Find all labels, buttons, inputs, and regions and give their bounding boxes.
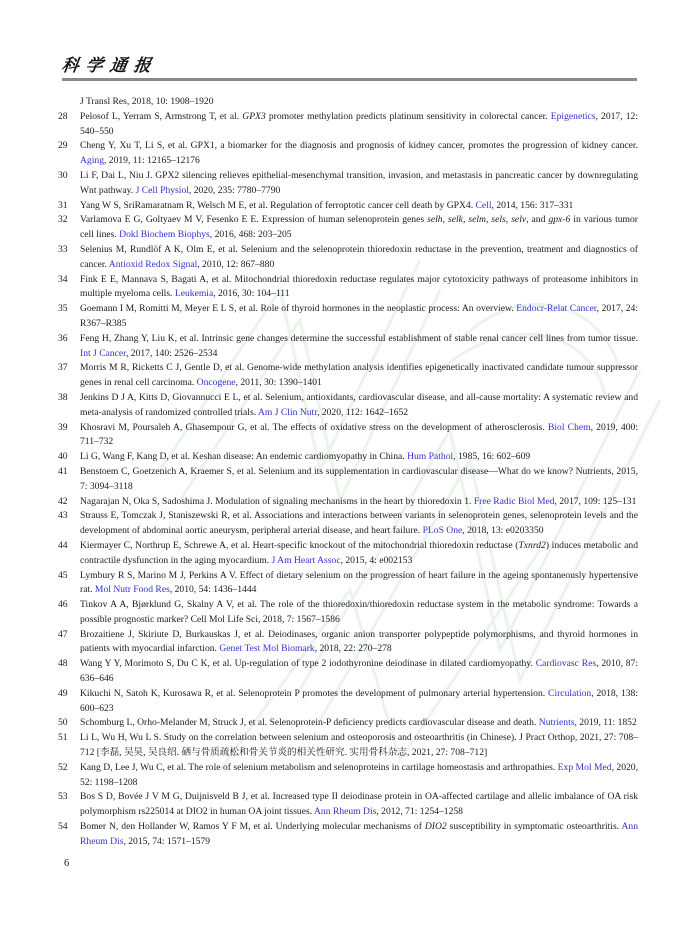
journal-link[interactable]: Aging [80, 155, 104, 167]
reference-segment: , 2018, 13: e0203350 [462, 525, 544, 537]
italic-term: gpx-6 [548, 214, 571, 226]
reference-segment: Selenius M, Rundlöf A K, Olm E, et al. Selenium and the selenoprotein thioredoxin reductase in the prevention, treatment and diagnostics of cancer. [80, 243, 638, 270]
reference-number: 53 [58, 791, 68, 803]
reference-segment: Cheng Y, Xu T, Li S, et al. GPX1, a biomarker for the diagnosis and prognosis of kidney cancer, promotes the progression of kidney cancer. [80, 140, 638, 152]
reference-segment: , 2012, 71: 1254–1258 [376, 806, 463, 818]
reference-item [58, 657, 638, 687]
reference-segment: Nagarajan N, Oka S, Sadoshima J. Modulation of signaling mechanisms in the heart by thioredoxin 1. [80, 495, 474, 507]
reference-text [80, 790, 638, 820]
reference-item [58, 273, 638, 303]
reference-number: 48 [58, 658, 68, 670]
reference-item [58, 716, 638, 731]
reference-item [58, 569, 638, 599]
reference-text [80, 657, 638, 687]
reference-segment: Brozaitiene J, Skiriute D, Burkauskas J, et al. Deiodinases, organic anion transporter polypeptide polymorphisms, and thyroid hormones in patients with myocardial infarction. [80, 628, 638, 655]
reference-segment: , 2018, 138: 600–623 [80, 687, 638, 714]
journal-link[interactable]: Genet Test Mol Biomark [219, 643, 315, 655]
reference-item [58, 421, 638, 451]
reference-segment: Li L, Wu H, Wu L S. Study on the correlation between selenium and osteoporosis and osteoarthritis (in Chinese). J Pract Orthop, 2021, 27: 708–712 [李磊, 吴昊, 吴良绍. 硒与骨质疏松和骨关节炎的相关性研究. 实用骨科杂志, 2021, 27: 708–712] [80, 732, 638, 759]
reference-number: 43 [58, 510, 68, 522]
italic-term: Txnrd2 [518, 539, 546, 551]
reference-item [58, 598, 638, 628]
reference-segment: , 2015, 4: e002153 [340, 554, 413, 566]
reference-number: 47 [58, 628, 68, 640]
journal-link[interactable]: Am J Clin Nutr [257, 406, 318, 418]
reference-text [80, 598, 638, 628]
reference-segment: , 2017, 140: 2526–2534 [125, 347, 218, 359]
reference-number: 35 [58, 303, 68, 315]
reference-text [80, 391, 638, 421]
reference-item [58, 213, 638, 243]
reference-segment: Varlamova E G, Goltyaev M V, Fesenko E E. Expression of human selenoprotein genes [80, 214, 428, 226]
journal-link[interactable]: J Cell Physiol [135, 184, 189, 196]
reference-text [80, 169, 638, 199]
reference-segment: Strauss E, Tomczak J, Staniszewski R, et al. Associations and interactions between variants in selenoprotein genes, selenoprotein levels and the development of abdominal aortic aneurysm, peripheral arterial disease, and heart failure. [80, 510, 638, 537]
reference-item [58, 820, 638, 850]
journal-link[interactable]: PLoS One [422, 525, 463, 537]
reference-text [80, 539, 638, 569]
reference-item [58, 731, 638, 761]
journal-link[interactable]: J Am Heart Assoc [271, 554, 341, 566]
reference-segment: Li G, Wang F, Kang D, et al. Keshan disease: An endemic cardiomyopathy in China. [80, 451, 408, 463]
reference-text [80, 495, 638, 510]
reference-text [80, 139, 638, 169]
reference-item [58, 628, 638, 658]
journal-link[interactable]: Cell [475, 199, 492, 211]
reference-item [58, 139, 638, 169]
reference-segment: , 2017, 12: 540–550 [80, 110, 638, 137]
journal-link[interactable]: Hum Pathol [407, 451, 454, 463]
journal-link[interactable]: Cardiovasc Res [535, 658, 597, 670]
reference-segment: in various tumor cell lines. [80, 214, 638, 241]
journal-link[interactable]: Free Radic Biol Med [473, 495, 555, 507]
reference-text [80, 716, 638, 731]
reference-segment: Feng H, Zhang Y, Liu K, et al. Intrinsic gene changes determine the successful establishment of stable renal cancer cell lines from tumor tissue. [80, 332, 638, 344]
reference-segment: , 2020, 112: 1642–1652 [317, 406, 409, 418]
reference-number: 40 [58, 451, 68, 463]
reference-segment: Bomer N, den Hollander W, Ramos Y F M, et al. Underlying molecular mechanisms of [80, 821, 425, 833]
reference-text [80, 302, 638, 332]
reference-number: 30 [58, 169, 68, 181]
reference-list [58, 95, 638, 850]
reference-item [58, 790, 638, 820]
reference-segment: , 2019, 400: 711–732 [80, 421, 638, 448]
reference-number: 32 [58, 214, 68, 226]
reference-text [80, 110, 638, 140]
reference-text [80, 95, 638, 110]
reference-segment: susceptibility in symptomatic osteoarthritis. [446, 821, 622, 833]
reference-segment: Li F, Dai L, Niu J. GPX2 silencing relieves epithelial-mesenchymal transition, invasion, and metastasis in pancreatic cancer by downregulating Wnt pathway. [80, 169, 638, 196]
reference-segment: Pelosof L, Yerram S, Armstrong T, et al. [80, 110, 243, 122]
reference-item [58, 169, 638, 199]
reference-number: 50 [58, 717, 68, 729]
reference-number: 39 [58, 421, 68, 433]
reference-segment: Benstoem C, Goetzenich A, Kraemer S, et al. Selenium and its supplementation in cardiovascular disease—What do we know? Nutrients, 2015, 7: 3094–3118 [80, 465, 638, 492]
reference-text [80, 731, 638, 761]
reference-text [80, 213, 638, 243]
reference-segment: , 2016, 30: 104–111 [213, 288, 290, 300]
journal-link[interactable]: Ann Rheum Dis [313, 806, 377, 818]
reference-segment: , 2017, 24: R367–R385 [80, 303, 638, 329]
italic-term: GPX3 [242, 110, 266, 122]
reference-number: 31 [58, 199, 68, 211]
reference-segment: , 2010, 54: 1436–1444 [169, 584, 257, 596]
italic-term: DIO2 [424, 821, 447, 833]
italic-term: selh, selk, selm, sels, selv [427, 214, 527, 226]
reference-segment: , 2020, 52: 1198–1208 [80, 761, 638, 788]
reference-segment: , and [526, 214, 549, 226]
reference-text [80, 243, 638, 273]
reference-segment: Jenkins D J A, Kitts D, Giovannucci E L, et al. Selenium, antioxidants, cardiovascular disease, and all-cause mortality: A systematic review and meta-analysis of randomized controlled trials. [80, 391, 638, 418]
reference-text [80, 199, 638, 214]
reference-number: 54 [58, 821, 68, 833]
journal-link[interactable]: Endocr-Relat Cancer [516, 303, 597, 315]
reference-item [58, 110, 638, 140]
reference-item [58, 450, 638, 465]
reference-text [80, 450, 638, 465]
reference-item [58, 391, 638, 421]
reference-number: 44 [58, 539, 68, 551]
reference-segment: , 2011, 30: 1390–1401 [235, 377, 322, 389]
journal-link[interactable]: Ann Rheum Dis [80, 821, 639, 847]
reference-text [80, 465, 638, 495]
reference-segment: Schomburg L, Orho-Melander M, Struck J, et al. Selenoprotein-P deficiency predicts cardiovascular disease and death. [80, 717, 539, 729]
journal-link[interactable]: Mol Nutr Food Res [94, 584, 170, 596]
reference-text [80, 332, 638, 362]
reference-text [80, 361, 638, 391]
reference-number: 52 [58, 761, 68, 773]
reference-segment: , 2015, 74: 1571–1579 [123, 835, 211, 847]
reference-item [58, 243, 638, 273]
reference-segment: , 1985, 16: 602–609 [453, 451, 531, 463]
reference-number: 46 [58, 599, 68, 611]
reference-segment: Khosravi M, Poursaleh A, Ghasempour G, et al. The effects of oxidative stress on the development of atherosclerosis. [80, 421, 548, 433]
reference-item [58, 509, 638, 539]
reference-number: 37 [58, 362, 68, 374]
reference-number: 36 [58, 332, 68, 344]
reference-segment: , 2017, 109: 125–131 [554, 495, 637, 507]
reference-item [58, 687, 638, 717]
journal-link[interactable]: Circulation [548, 687, 592, 699]
reference-number: 29 [58, 140, 68, 152]
reference-text [80, 687, 638, 717]
reference-segment: Kang D, Lee J, Wu C, et al. The role of selenium metabolism and selenoproteins in cartilage homeostasis and arthropathies. [80, 761, 558, 773]
reference-number: 33 [58, 243, 68, 255]
reference-item [58, 495, 638, 510]
reference-segment: Lymbury R S, Marino M J, Perkins A V. Effect of dietary selenium on the progression of heart failure in the ageing spontaneously hypertensive rat. [80, 569, 638, 596]
reference-segment: , 2010, 12: 867–880 [197, 258, 275, 270]
reference-text [80, 761, 638, 791]
journal-link[interactable]: Biol Chem [547, 421, 591, 433]
reference-segment: Kiermayer C, Northrup E, Schrewe A, et al. Heart-specific knockout of the mitochondrial thioredoxin reductase ( [80, 539, 519, 551]
reference-number: 28 [58, 110, 68, 122]
reference-text [80, 421, 638, 451]
reference-text [80, 273, 638, 303]
reference-segment: , 2018, 22: 270–278 [314, 643, 392, 655]
journal-link[interactable]: Dokl Biochem Biophys [119, 229, 210, 241]
reference-text [80, 628, 638, 658]
journal-link[interactable]: Oncogene [196, 377, 236, 389]
reference-segment: promoter methylation predicts platinum sensitivity in colorectal cancer. [265, 110, 551, 122]
reference-text [80, 820, 638, 850]
reference-number: 34 [58, 273, 68, 285]
reference-item [58, 539, 638, 569]
reference-segment: , 2019, 11: 12165–12176 [103, 155, 200, 167]
reference-number: 51 [58, 732, 68, 744]
reference-segment: J Transl Res, 2018, 10: 1908–1920 [80, 96, 214, 107]
reference-segment: Morris M R, Ricketts C J, Gentle D, et al. Genome-wide methylation analysis identifies epigenetically inactivated candidate tumour suppressor genes in renal cell carcinoma. [80, 362, 638, 389]
reference-segment: Yang W S, SriRamaratnam R, Welsch M E, et al. Regulation of ferroptotic cancer cell death by GPX4. [80, 199, 476, 211]
reference-segment: , 2016, 468: 203–205 [209, 229, 292, 241]
reference-item [58, 361, 638, 391]
reference-text [80, 509, 638, 539]
reference-item [58, 332, 638, 362]
reference-item [58, 761, 638, 791]
reference-number: 38 [58, 391, 68, 403]
reference-item [58, 199, 638, 214]
journal-link[interactable]: Leukemia [174, 288, 214, 300]
journal-link[interactable]: Exp Mol Med [557, 761, 612, 773]
reference-number: 41 [58, 465, 68, 477]
reference-text [80, 569, 638, 599]
journal-link[interactable]: Epigenetics [550, 110, 596, 122]
header-divider [62, 78, 637, 81]
reference-number: 42 [58, 495, 68, 507]
journal-link[interactable]: Antioxid Redox Signal [108, 258, 198, 270]
journal-logo: 科学通报 [60, 56, 160, 75]
journal-link[interactable]: Nutrients [538, 717, 575, 729]
reference-segment: , 2010, 87: 636–646 [80, 658, 638, 685]
reference-segment: Fink E E, Mannava S, Bagati A, et al. Mitochondrial thioredoxin reductase regulates major cytotoxicity pathways of proteasome inhibitors in multiple myeloma cells. [80, 273, 638, 300]
reference-segment: , 2020, 235: 7780–7790 [188, 184, 281, 196]
reference-segment: Bos S D, Bovée J V M G, Duijnisveld B J, et al. Increased type II deiodinase protein in OA-affected cartilage and allelic imbalance of OA risk polymorphism rs225014 at DIO2 in human OA joint tissues. [80, 791, 638, 818]
reference-segment: Tinkov A A, Bjørklund G, Skalny A V, et al. The role of the thioredoxin/thioredoxin reductase system in the metabolic syndrome: Towards a possible prognostic marker? Cell Mol Life Sci, 2018, 7: 1567–1586 [80, 599, 638, 625]
reference-segment: , 2014, 156: 317–331 [491, 199, 574, 211]
reference-number: 49 [58, 687, 68, 699]
reference-segment: , 2019, 11: 1852 [574, 717, 637, 729]
reference-segment: Wang Y Y, Morimoto S, Du C K, et al. Up-regulation of type 2 iodothyronine deiodinase in dilated cardiomyopathy. [80, 658, 536, 670]
reference-item [58, 302, 638, 332]
reference-segment: ) induces metabolic and contractile dysfunction in the aging myocardium. [80, 539, 638, 566]
reference-segment: Goemann I M, Romitti M, Meyer E L S, et al. Role of thyroid hormones in the neoplastic process: An overview. [80, 303, 517, 315]
reference-item [58, 95, 638, 110]
reference-item [58, 465, 638, 495]
reference-number: 45 [58, 569, 68, 581]
journal-link[interactable]: Int J Cancer [80, 347, 126, 359]
reference-segment: Kikuchi N, Satoh K, Kurosawa R, et al. Selenoprotein P promotes the development of pulmonary arterial hypertension. [80, 687, 549, 699]
page-number: 6 [64, 858, 70, 869]
